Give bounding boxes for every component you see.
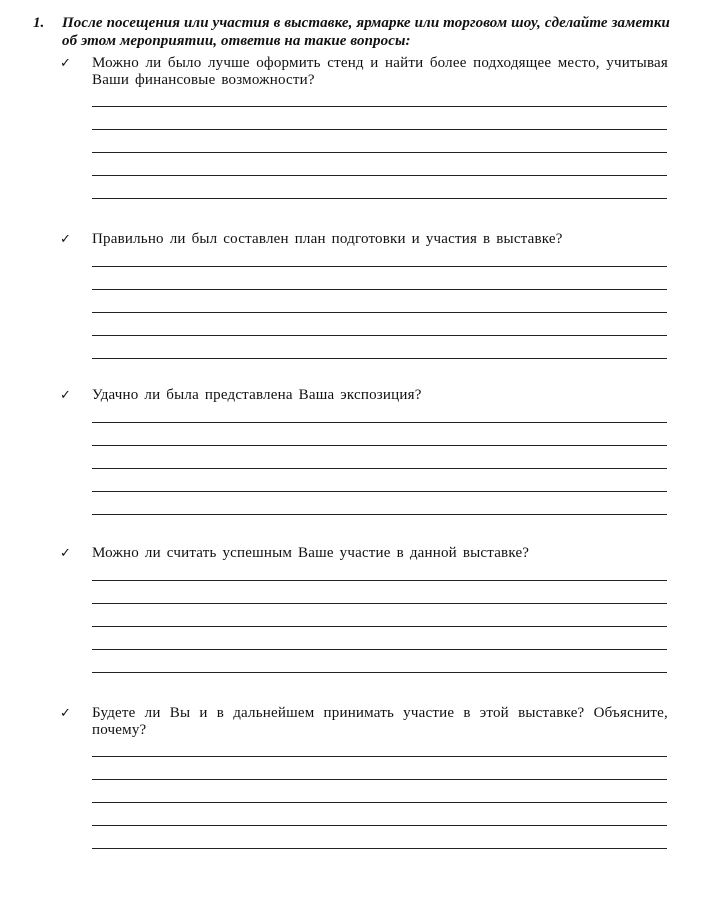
check-mark-icon: ✓ [60,388,71,403]
answer-line[interactable] [92,312,667,313]
answer-line[interactable] [92,514,667,515]
task-number: 1. [33,15,45,31]
answer-line[interactable] [92,580,667,581]
answer-line[interactable] [92,106,667,107]
answer-line[interactable] [92,266,667,267]
answer-line[interactable] [92,649,667,650]
task-instructions: После посещения или участия в выставке, ярмарке или торговом шоу, сделайте заметки об этом мероприятии, ответив на такие вопросы: [62,15,670,49]
answer-line[interactable] [92,825,667,826]
answer-line[interactable] [92,129,667,130]
answer-line[interactable] [92,626,667,627]
answer-line[interactable] [92,848,667,849]
check-mark-icon: ✓ [60,546,71,561]
check-mark-icon: ✓ [60,232,71,247]
answer-line[interactable] [92,468,667,469]
answer-line[interactable] [92,358,667,359]
answer-line[interactable] [92,603,667,604]
answer-line[interactable] [92,491,667,492]
check-mark-icon: ✓ [60,56,71,71]
answer-line[interactable] [92,175,667,176]
answer-line[interactable] [92,422,667,423]
question-text: Будете ли Вы и в дальнейшем принимать участие в этой выставке? Объясните, почему? [92,705,668,738]
answer-line[interactable] [92,802,667,803]
answer-line[interactable] [92,756,667,757]
check-mark-icon: ✓ [60,706,71,721]
answer-line[interactable] [92,152,667,153]
answer-line[interactable] [92,198,667,199]
question-text: Правильно ли был составлен план подготовки и участия в выставке? [92,231,563,247]
question-text: Можно ли было лучше оформить стенд и найти более подходящее место, учитывая Ваши финансовые возможности? [92,55,668,88]
question-text: Можно ли считать успешным Ваше участие в данной выставке? [92,545,530,561]
answer-line[interactable] [92,335,667,336]
question-text: Удачно ли была представлена Ваша экспозиция? [92,387,422,403]
answer-line[interactable] [92,289,667,290]
answer-line[interactable] [92,445,667,446]
answer-line[interactable] [92,779,667,780]
answer-line[interactable] [92,672,667,673]
